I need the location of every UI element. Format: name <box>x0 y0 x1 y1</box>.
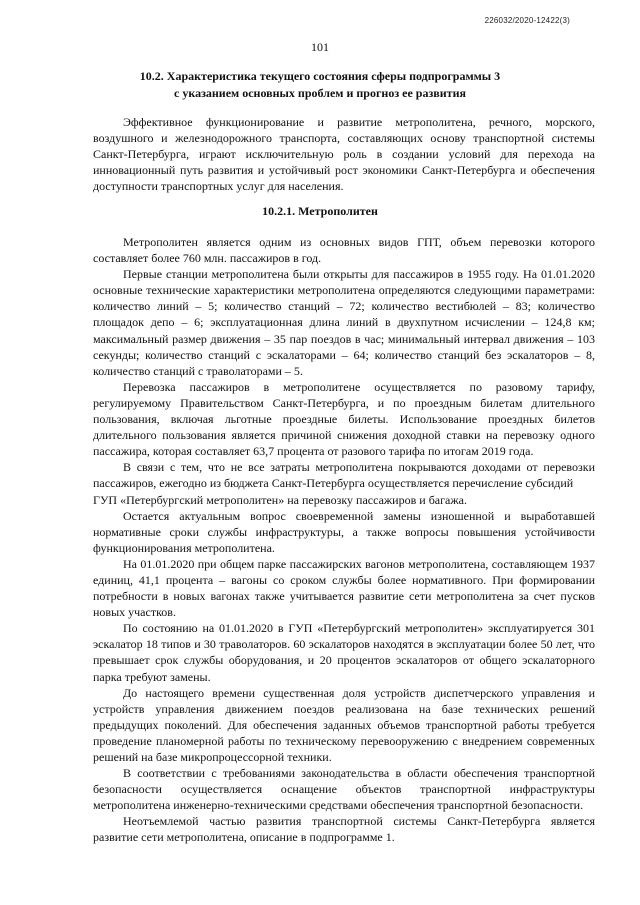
paragraph-4: В связи с тем, что не все затраты метрополитена покрываются доходами от перевозки пассажиров, ежегодно из бюджета Санкт-Петербурга осуществляется перечисление субсидий <box>93 460 595 491</box>
paragraph-8: По состоянию на 01.01.2020 в ГУП «Петербургский метрополитен» эксплуатируется 301 эскалатор 18 типов и 30 траволаторов. 60 эскалаторов находятся в эксплуатации более 50 лет, что превышает срок службы оборудования, и 20 процентов эскалаторов от общего эскалаторного парка требуют замены. <box>93 621 595 684</box>
section-intro <box>93 114 595 194</box>
paragraph-1: Метрополитен является одним из основных видов ГПТ, объем перевозки которого составляет более 760 млн. пассажиров в год. <box>93 235 595 266</box>
paragraph-5: ГУП «Петербургский метрополитен» на перевозку пассажиров и багажа. <box>93 492 467 507</box>
paragraph-11: Неотъемлемой частью развития транспортной системы Санкт-Петербурга является развитие сети метрополитена, описание в подпрограмме 1. <box>93 814 595 845</box>
paragraph-9: До настоящего времени существенная доля устройств диспетчерского управления и устройств управления движением поездов реализована на базе технических решений предыдущих поколений. Для обеспечения заданных объемов транспортной работы требуется проведение планомерной работы по техническому перевооружению с внедрением современных решений на базе микропроцессорной техники. <box>93 685 595 764</box>
paragraph-3: Перевозка пассажиров в метрополитене осуществляется по разовому тарифу, регулируемому Правительством Санкт-Петербурга, и по проездным билетам длительного пользования, включая льготные проездные билеты. Использование проездных билетов длительного пользования является причиной снижения доходной ставки на перевозку одного пассажира, которая составляет 63,7 процента от разового тарифа по итогам 2019 года. <box>93 379 595 459</box>
section-title <box>88 68 552 102</box>
subsection-body <box>93 234 595 846</box>
document-id: 226032/2020-12422(3) <box>484 16 570 25</box>
section-title-line-1: 10.2. Характеристика текущего состояния сферы подпрограммы 3 <box>139 69 501 83</box>
page-number: 101 <box>311 40 329 54</box>
intro-paragraph: Эффективное функционирование и развитие метрополитена, речного, морского, воздушного и железнодорожного транспорта, составляющих основу транспортной системы Санкт-Петербурга, играют исключительную роль в создании условий для перехода на инновационный путь развития и устойчивый рост экономики Санкт-Петербурга и обеспечения доступности транспортных услуг для населения. <box>93 115 595 194</box>
paragraph-2: Первые станции метрополитена были открыты для пассажиров в 1955 году. На 01.01.2020 основные технические характеристики метрополитена определяются следующими параметрами: количество линий – 5; количество станций – 72; количество вестибюлей – 83; количество площадок депо – 6; эксплуатационная длина линий в двухпутном исчислении – 124,8 км; максимальный размер движения – 35 пар поездов в час; минимальный интервал движения – 103 секунды; количество станций с эскалаторами – 64; количество станций без эскалаторов – 8, количество станций с траволаторами – 5. <box>93 267 595 378</box>
section-title-line-2: с указанием основных проблем и прогноз ее развития <box>174 86 466 100</box>
paragraph-7: На 01.01.2020 при общем парке пассажирских вагонов метрополитена, составляющем 1937 единиц, 41,1 процента – вагоны со сроком службы более нормативного. При формировании потребности в новых вагонах также учитывается развитие сети метрополитена за счет пусков новых участков. <box>93 556 595 620</box>
paragraph-10: В соответствии с требованиями законодательства в области обеспечения транспортной безопасности осуществляется оснащение объектов транспортной инфраструктуры метрополитена инженерно-техническими средствами обеспечения транспортной безопасности. <box>93 766 595 813</box>
subsection-title: 10.2.1. Метрополитен <box>262 204 378 218</box>
paragraph-6: Остается актуальным вопрос своевременной замены изношенной и выработавшей нормативные сроки службы инфраструктуры, а также вопросы повышения устойчивости функционирования метрополитена. <box>93 508 595 555</box>
